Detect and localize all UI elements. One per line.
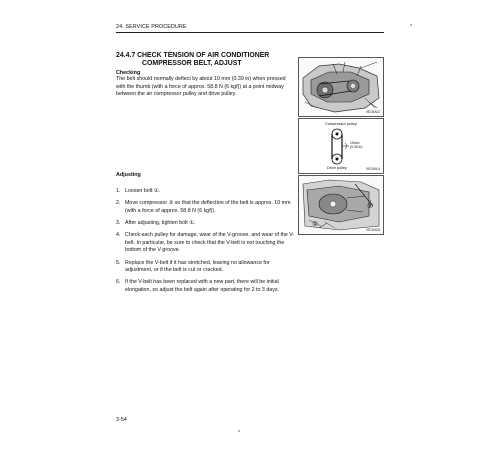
list-item	[116, 200, 296, 215]
step-number: 5.	[116, 259, 121, 266]
step-text: If the V-belt has been replaced with a new part, there will be initial elongation, so adjust the belt again after operating for 2 to 3 days.	[125, 279, 280, 293]
section-title	[116, 52, 306, 68]
pulley-diagram	[299, 119, 383, 173]
checking-section	[116, 70, 296, 99]
list-item	[116, 279, 296, 294]
step-text: Replace the V-belt if it has stretched, leaving no allowance for adjustment, or if the belt is cut or cracked.	[125, 259, 270, 274]
adjusting-steps	[116, 188, 296, 299]
callout-bolt: ①	[312, 221, 319, 228]
step-text: After adjusting, tighten bolt ①.	[125, 219, 196, 226]
compressor-pulley-label: Compressor pulley	[325, 122, 357, 126]
running-header: 24. SERVICE PROCEDURE	[116, 24, 187, 30]
step-number: 4.	[116, 232, 121, 239]
figure-compressor-adjust	[298, 175, 384, 235]
figure-code: 9EO5A05	[366, 228, 380, 232]
step-number: 3.	[116, 219, 121, 226]
step-text: Loosen bolt ①.	[125, 188, 161, 194]
callout-compressor: ②	[367, 203, 374, 210]
page-number: 3-54	[116, 417, 127, 423]
adjusting-heading: Adjusting	[116, 172, 141, 178]
section-title-line1: 24.4.7 CHECK TENSION OF AIR CONDITIONER	[116, 52, 270, 59]
deflection-dimension	[350, 141, 362, 149]
step-number: 1.	[116, 188, 121, 194]
checking-heading: Checking	[116, 70, 141, 76]
dimension-in: (0.39 in)	[350, 145, 363, 149]
section-title-line2: COMPRESSOR BELT, ADJUST	[142, 60, 242, 67]
scan-speck	[238, 430, 240, 432]
list-item	[116, 188, 296, 196]
dimension-mm: 10mm	[350, 141, 360, 145]
figure-belt-deflection	[298, 118, 384, 174]
list-item	[116, 260, 296, 275]
engine-illustration	[299, 58, 383, 116]
figure-compressor-location	[298, 57, 384, 117]
figure-code: 9EO5A02	[366, 110, 380, 114]
drive-pulley-label: Drive pulley	[327, 166, 347, 170]
list-item	[116, 220, 296, 228]
step-text: Move compressor ② so that the deflection of the belt is approx. 10 mm (with a force of approx. 58.8 N (6 kgf)).	[125, 200, 291, 214]
step-text: Check each pulley for damage, wear of the V-groove, and wear of the V-belt. In particular, be sure to check that the V-belt is not touching the bottom of the V-groove.	[125, 232, 295, 254]
figure-code: 9EO5A04	[366, 167, 380, 171]
checking-text: The belt should normally deflect by about 10 mm (0.39 in) when pressed with the thumb (with a force of approx. 58.8 N (6 kgf)) at a point midway between the air compressor pulley and drive pulley.	[116, 76, 286, 98]
step-number: 6.	[116, 279, 121, 286]
list-item	[116, 232, 296, 255]
header-rule	[116, 32, 384, 33]
scan-speck	[410, 24, 412, 26]
step-number: 2.	[116, 200, 121, 207]
